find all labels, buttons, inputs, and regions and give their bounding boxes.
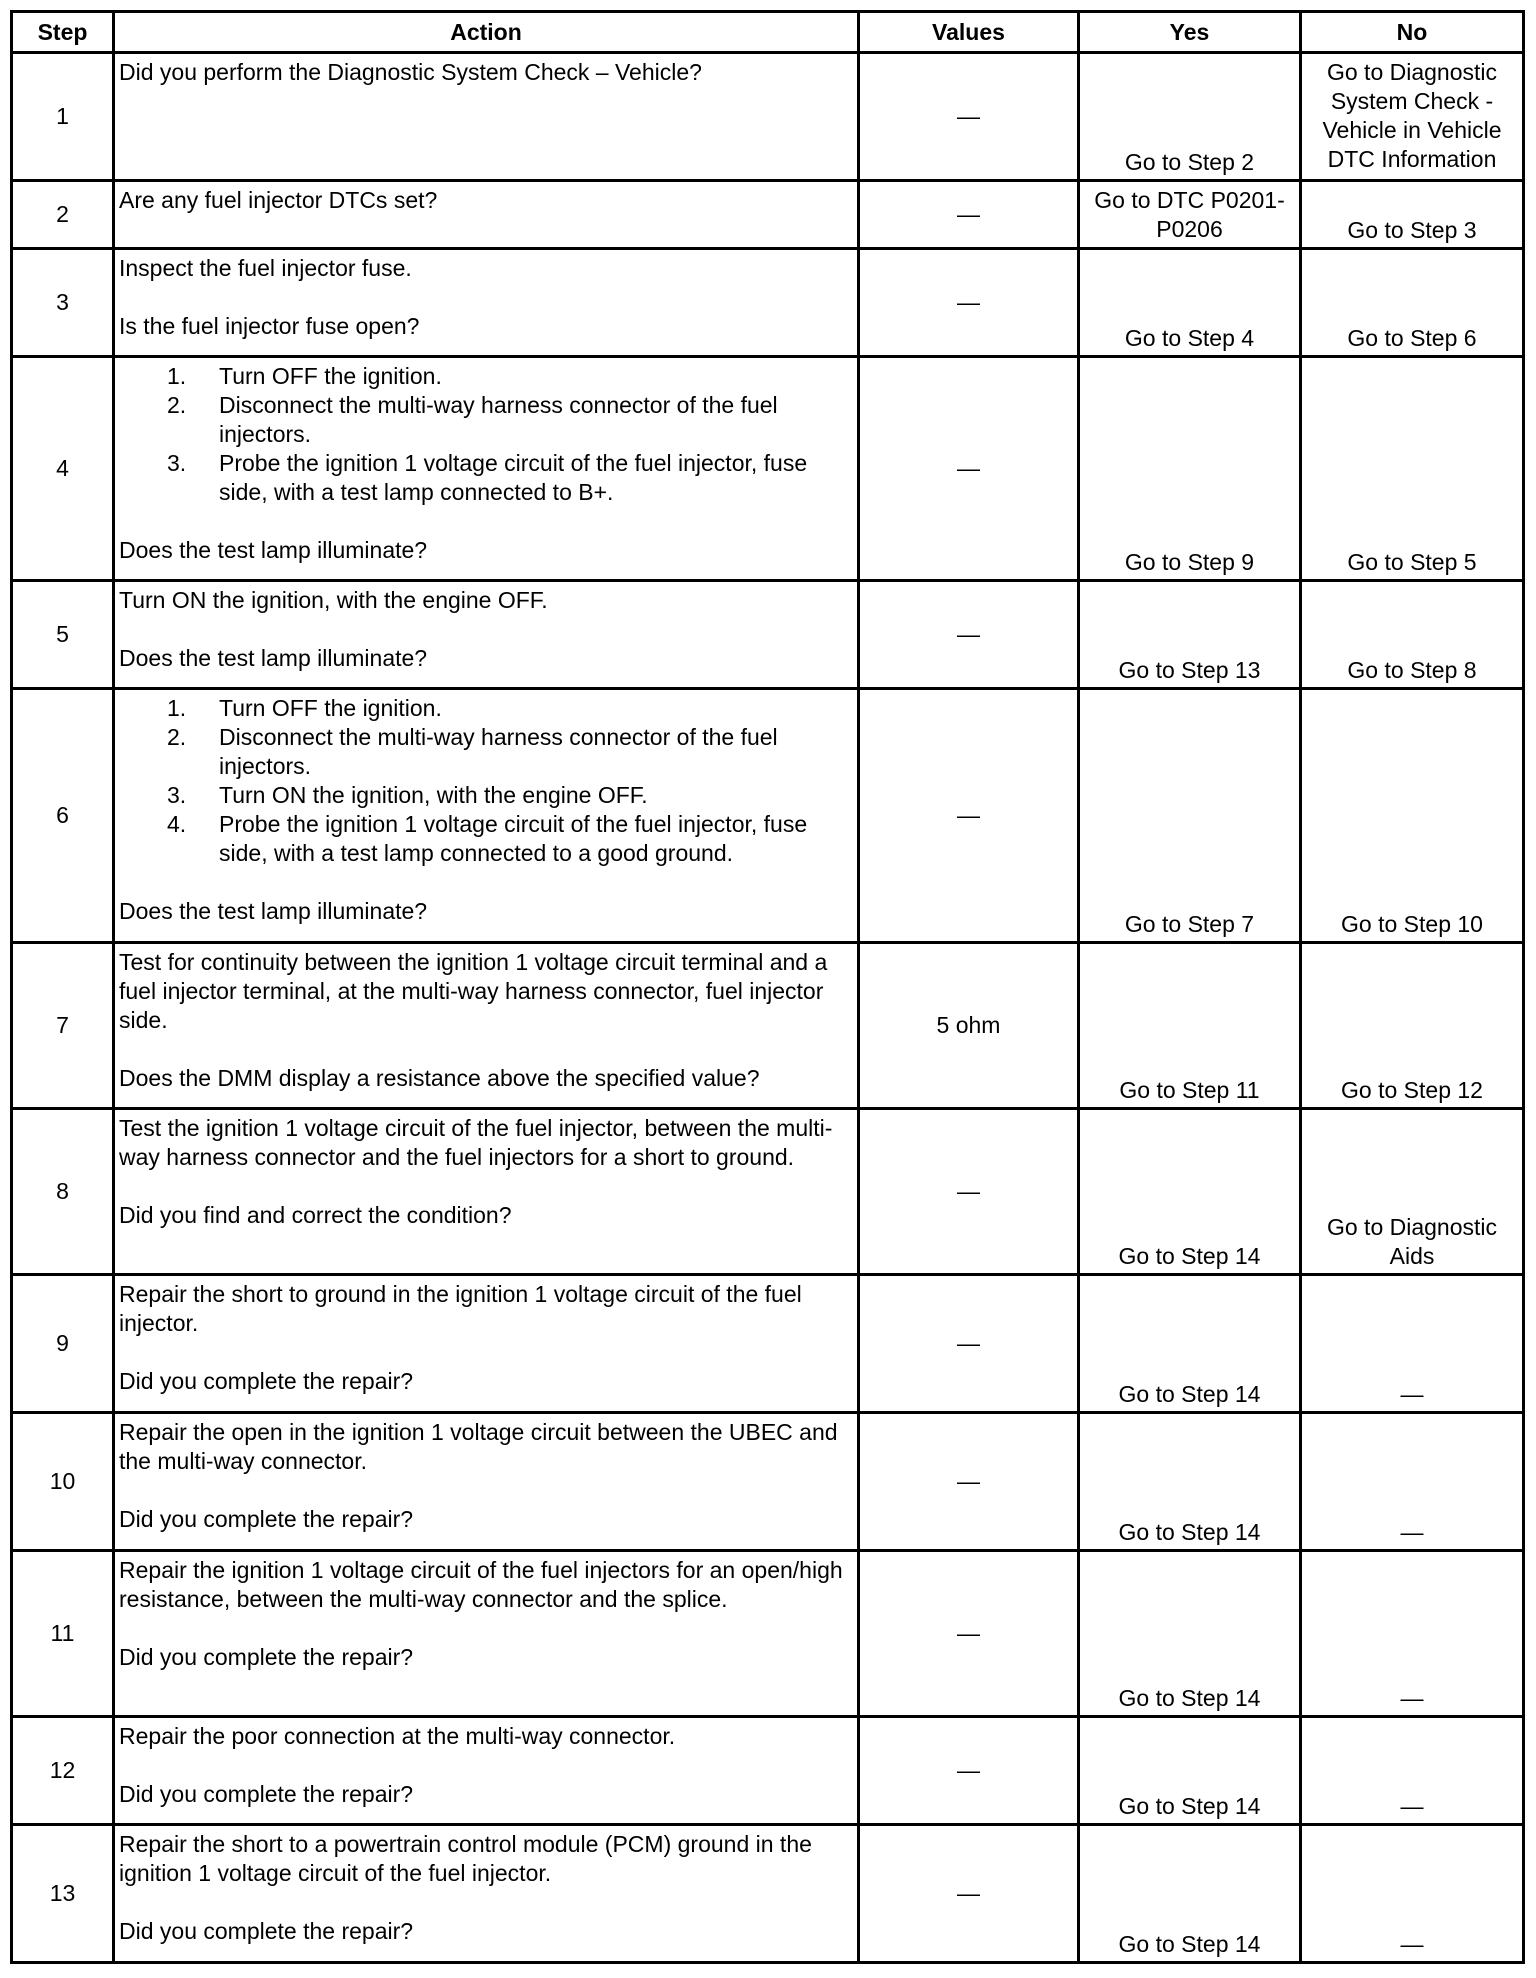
list-item: 3. Turn ON the ignition, with the engine OFF.: [167, 782, 648, 808]
action-cell: [114, 357, 859, 581]
action-cell: [114, 1825, 859, 1963]
action-text: Repair the short to ground in the ignition 1 voltage circuit of the fuel injector.: [119, 1281, 802, 1336]
step-number: 7: [12, 943, 114, 1109]
action-text: Repair the short to a powertrain control module (PCM) ground in the ignition 1 voltage circuit of the fuel injector.: [119, 1831, 812, 1886]
list-item: 2. Disconnect the multi-way harness connector of the fuel injectors.: [167, 724, 778, 779]
step-number: 5: [12, 581, 114, 689]
no-cell: Go to Step 10: [1301, 689, 1524, 943]
values-cell: —: [859, 357, 1079, 581]
values-cell: —: [859, 1413, 1079, 1551]
action-steps-list: [119, 694, 853, 868]
step-number: 6: [12, 689, 114, 943]
no-cell: —: [1301, 1551, 1524, 1717]
action-question: Did you complete the repair?: [119, 1781, 414, 1807]
table-row: [12, 357, 1524, 581]
no-cell: Go to Step 5: [1301, 357, 1524, 581]
action-question: Does the test lamp illuminate?: [119, 645, 428, 671]
table-row: [12, 581, 1524, 689]
yes-cell: Go to Step 2: [1079, 53, 1301, 181]
no-cell: —: [1301, 1717, 1524, 1825]
header-values: Values: [859, 12, 1079, 53]
action-cell: [114, 53, 859, 181]
table-row: [12, 1717, 1524, 1825]
action-cell: [114, 1717, 859, 1825]
action-text: Are any fuel injector DTCs set?: [119, 187, 438, 213]
values-cell: —: [859, 1551, 1079, 1717]
table-row: [12, 689, 1524, 943]
diagnostic-table: [10, 10, 1525, 1964]
step-number: 4: [12, 357, 114, 581]
list-item: 2. Disconnect the multi-way harness connector of the fuel injectors.: [167, 392, 778, 447]
yes-cell: Go to Step 14: [1079, 1109, 1301, 1275]
header-action: Action: [114, 12, 859, 53]
no-cell: Go to Diagnostic System Check - Vehicle in Vehicle DTC Information: [1301, 53, 1524, 181]
no-cell: Go to Step 6: [1301, 249, 1524, 357]
action-question: Did you complete the repair?: [119, 1918, 414, 1944]
step-number: 8: [12, 1109, 114, 1275]
table-row: [12, 1413, 1524, 1551]
values-cell: —: [859, 53, 1079, 181]
table-row: [12, 943, 1524, 1109]
yes-cell: Go to Step 14: [1079, 1551, 1301, 1717]
action-question: Did you complete the repair?: [119, 1368, 414, 1394]
action-question: Did you find and correct the condition?: [119, 1202, 512, 1228]
action-cell: [114, 943, 859, 1109]
yes-cell: Go to DTC P0201-P0206: [1079, 181, 1301, 249]
yes-cell: Go to Step 14: [1079, 1717, 1301, 1825]
step-number: 13: [12, 1825, 114, 1963]
action-text: Repair the poor connection at the multi-way connector.: [119, 1723, 676, 1749]
values-cell: —: [859, 689, 1079, 943]
list-item: 1. Turn OFF the ignition.: [167, 695, 442, 721]
action-cell: [114, 249, 859, 357]
table-row: [12, 1551, 1524, 1717]
header-step: Step: [12, 12, 114, 53]
step-number: 9: [12, 1275, 114, 1413]
action-text: Did you perform the Diagnostic System Check – Vehicle?: [119, 59, 702, 85]
action-question: Did you complete the repair?: [119, 1506, 414, 1532]
action-question: Did you complete the repair?: [119, 1644, 414, 1670]
no-cell: —: [1301, 1825, 1524, 1963]
action-text: Repair the ignition 1 voltage circuit of the fuel injectors for an open/high resistance, between the multi-way connector and the splice.: [119, 1557, 843, 1612]
step-number: 1: [12, 53, 114, 181]
yes-cell: Go to Step 7: [1079, 689, 1301, 943]
step-number: 11: [12, 1551, 114, 1717]
table-row: [12, 1275, 1524, 1413]
values-cell: —: [859, 581, 1079, 689]
list-item: 4. Probe the ignition 1 voltage circuit of the fuel injector, fuse side, with a test lamp connected to a good ground.: [167, 811, 808, 866]
action-text: Inspect the fuel injector fuse.: [119, 255, 412, 281]
action-cell: [114, 181, 859, 249]
action-cell: [114, 689, 859, 943]
values-cell: —: [859, 181, 1079, 249]
values-cell: —: [859, 249, 1079, 357]
no-cell: —: [1301, 1413, 1524, 1551]
action-cell: [114, 1275, 859, 1413]
no-cell: Go to Step 12: [1301, 943, 1524, 1109]
yes-cell: Go to Step 4: [1079, 249, 1301, 357]
values-cell: 5 ohm: [859, 943, 1079, 1109]
yes-cell: Go to Step 11: [1079, 943, 1301, 1109]
step-number: 12: [12, 1717, 114, 1825]
values-cell: —: [859, 1717, 1079, 1825]
action-text: Turn ON the ignition, with the engine OFF.: [119, 587, 548, 613]
no-cell: Go to Step 3: [1301, 181, 1524, 249]
action-steps-list: [119, 362, 853, 507]
values-cell: —: [859, 1275, 1079, 1413]
action-question: Does the test lamp illuminate?: [119, 537, 428, 563]
step-number: 2: [12, 181, 114, 249]
action-cell: [114, 1109, 859, 1275]
table-row: [12, 53, 1524, 181]
step-number: 10: [12, 1413, 114, 1551]
yes-cell: Go to Step 14: [1079, 1825, 1301, 1963]
action-cell: [114, 1551, 859, 1717]
no-cell: —: [1301, 1275, 1524, 1413]
step-number: 3: [12, 249, 114, 357]
action-question: Does the DMM display a resistance above the specified value?: [119, 1065, 760, 1091]
values-cell: —: [859, 1825, 1079, 1963]
yes-cell: Go to Step 9: [1079, 357, 1301, 581]
action-text: Repair the open in the ignition 1 voltage circuit between the UBEC and the multi-way connector.: [119, 1419, 838, 1474]
no-cell: Go to Diagnostic Aids: [1301, 1109, 1524, 1275]
table-row: [12, 181, 1524, 249]
table-header-row: [12, 12, 1524, 53]
action-question: Is the fuel injector fuse open?: [119, 313, 420, 339]
action-cell: [114, 581, 859, 689]
table-row: [12, 249, 1524, 357]
action-text: Test for continuity between the ignition 1 voltage circuit terminal and a fuel injector terminal, at the multi-way harness connector, fuel injector side.: [119, 949, 828, 1033]
yes-cell: Go to Step 14: [1079, 1275, 1301, 1413]
diagnostic-table-container: [10, 10, 1522, 1967]
yes-cell: Go to Step 13: [1079, 581, 1301, 689]
action-question: Does the test lamp illuminate?: [119, 898, 428, 924]
values-cell: —: [859, 1109, 1079, 1275]
yes-cell: Go to Step 14: [1079, 1413, 1301, 1551]
table-row: [12, 1109, 1524, 1275]
list-item: 3. Probe the ignition 1 voltage circuit of the fuel injector, fuse side, with a test lamp connected to B+.: [167, 450, 808, 505]
action-cell: [114, 1413, 859, 1551]
table-row: [12, 1825, 1524, 1963]
header-yes: Yes: [1079, 12, 1301, 53]
no-cell: Go to Step 8: [1301, 581, 1524, 689]
header-no: No: [1301, 12, 1524, 53]
list-item: 1. Turn OFF the ignition.: [167, 363, 442, 389]
action-text: Test the ignition 1 voltage circuit of the fuel injector, between the multi-way harness connector and the fuel injectors for a short to ground.: [119, 1115, 833, 1170]
